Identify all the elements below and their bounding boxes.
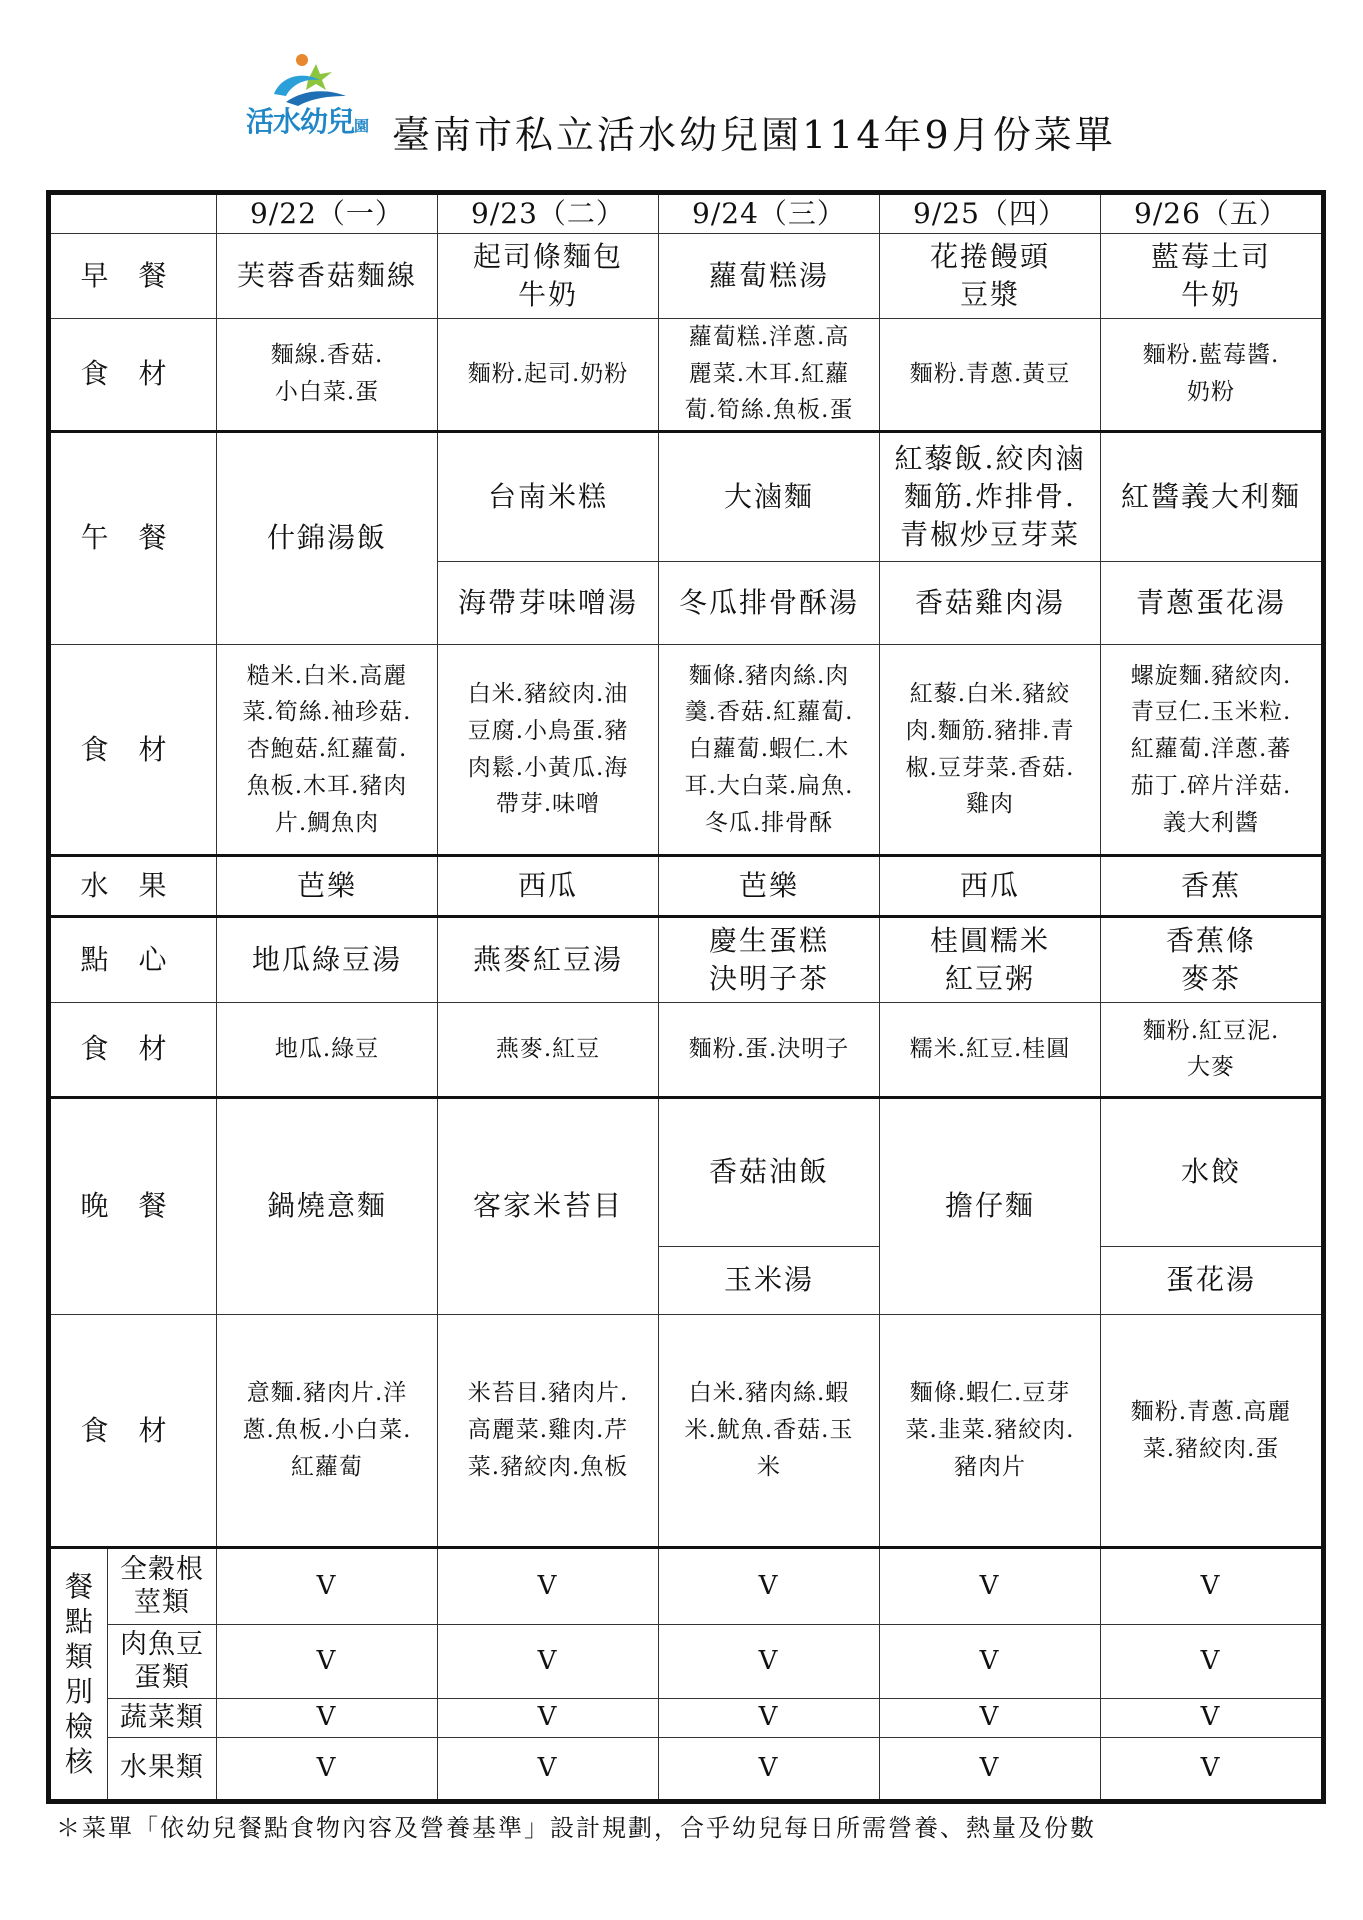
check-category-label: 肉魚豆蛋類	[108, 1624, 217, 1698]
snack-cell: 桂圓糯米 紅豆粥	[880, 916, 1101, 1003]
ingredients-cell: 麵粉.紅豆泥. 大麥	[1101, 1003, 1324, 1098]
check-mark: V	[1101, 1548, 1324, 1624]
fruit-row	[49, 856, 1324, 916]
fruit-cell: 香蕉	[1101, 856, 1324, 916]
ingredients-cell: 麵粉.蛋.決明子	[659, 1003, 880, 1098]
check-mark: V	[438, 1548, 659, 1624]
snack-ingredients-row	[49, 1003, 1324, 1098]
date-cell: 9/23（二）	[438, 193, 659, 234]
breakfast-cell: 花捲饅頭 豆漿	[880, 234, 1101, 319]
check-mark: V	[1101, 1737, 1324, 1802]
page-title: 臺南市私立活水幼兒園114年9月份菜單	[392, 113, 1116, 157]
ingredients-cell: 麵線.香菇. 小白菜.蛋	[217, 318, 438, 431]
ingredients-cell: 蘿蔔糕.洋蔥.高 麗菜.木耳.紅蘿 蔔.筍絲.魚板.蛋	[659, 318, 880, 431]
dinner-soup-cell: 玉米湯	[659, 1246, 880, 1314]
breakfast-ingredients-row	[49, 318, 1324, 431]
fruit-cell: 西瓜	[438, 856, 659, 916]
ingredients-cell: 麵條.豬肉絲.肉 羹.香菇.紅蘿蔔. 白蘿蔔.蝦仁.木 耳.大白菜.扁魚. 冬瓜.排骨酥	[659, 644, 880, 855]
breakfast-cell: 芙蓉香菇麵線	[217, 234, 438, 319]
fruit-label: 水果	[49, 856, 217, 916]
footer-note: ＊菜單「依幼兒餐點食物內容及營養基準」設計規劃，合乎幼兒每日所需營養、熱量及份數	[56, 1814, 1096, 1842]
ingredients-label: 食材	[49, 644, 217, 855]
check-mark: V	[880, 1737, 1101, 1802]
ingredients-cell: 麵粉.起司.奶粉	[438, 318, 659, 431]
check-fruits-row	[49, 1737, 1324, 1802]
ingredients-label: 食材	[49, 1003, 217, 1098]
ingredients-cell: 螺旋麵.豬絞肉. 青豆仁.玉米粒. 紅蘿蔔.洋蔥.蕃 茄丁.碎片洋菇. 義大利醬	[1101, 644, 1324, 855]
date-cell: 9/22（一）	[217, 193, 438, 234]
ingredients-cell: 地瓜.綠豆	[217, 1003, 438, 1098]
dinner-cell: 擔仔麵	[880, 1097, 1101, 1314]
lunch-soup-cell: 海帶芽味噌湯	[438, 562, 659, 645]
check-mark: V	[1101, 1624, 1324, 1698]
check-mark: V	[880, 1699, 1101, 1737]
lunch-cell: 大滷麵	[659, 431, 880, 562]
check-group-label: 餐點類別檢核	[49, 1548, 108, 1802]
ingredients-cell: 米苔目.豬肉片. 高麗菜.雞肉.芹 菜.豬絞肉.魚板	[438, 1314, 659, 1547]
lunch-cell: 什錦湯飯	[217, 431, 438, 644]
ingredients-cell: 麵粉.藍莓醬. 奶粉	[1101, 318, 1324, 431]
menu-table	[46, 190, 1326, 1804]
check-category-label: 水果類	[108, 1737, 217, 1802]
snack-cell: 地瓜綠豆湯	[217, 916, 438, 1003]
check-category-label: 蔬菜類	[108, 1699, 217, 1737]
check-mark: V	[659, 1624, 880, 1698]
ingredients-cell: 意麵.豬肉片.洋 蔥.魚板.小白菜. 紅蘿蔔	[217, 1314, 438, 1547]
snack-label: 點心	[49, 916, 217, 1003]
ingredients-cell: 糙米.白米.高麗 菜.筍絲.袖珍菇. 杏鮑菇.紅蘿蔔. 魚板.木耳.豬肉 片.鯛魚肉	[217, 644, 438, 855]
snack-cell: 香蕉條 麥茶	[1101, 916, 1324, 1003]
ingredients-cell: 白米.豬絞肉.油 豆腐.小鳥蛋.豬 肉鬆.小黃瓜.海 帶芽.味噌	[438, 644, 659, 855]
dinner-soup-cell: 蛋花湯	[1101, 1246, 1324, 1314]
check-mark: V	[880, 1548, 1101, 1624]
lunch-ingredients-row	[49, 644, 1324, 855]
ingredients-cell: 麵粉.青蔥.高麗 菜.豬絞肉.蛋	[1101, 1314, 1324, 1547]
check-mark: V	[217, 1737, 438, 1802]
check-vegetables-row	[49, 1699, 1324, 1737]
check-mark: V	[438, 1737, 659, 1802]
lunch-cell: 紅藜飯.絞肉滷 麵筋.炸排骨. 青椒炒豆芽菜	[880, 431, 1101, 562]
dinner-cell: 水餃	[1101, 1097, 1324, 1246]
date-cell: 9/25（四）	[880, 193, 1101, 234]
ingredients-label: 食材	[49, 1314, 217, 1547]
lunch-soup-cell: 青蔥蛋花湯	[1101, 562, 1324, 645]
check-protein-row	[49, 1624, 1324, 1698]
breakfast-row	[49, 234, 1324, 319]
lunch-cell: 台南米糕	[438, 431, 659, 562]
dinner-cell: 香菇油飯	[659, 1097, 880, 1246]
breakfast-label: 早餐	[49, 234, 217, 319]
ingredients-cell: 麵條.蝦仁.豆芽 菜.韭菜.豬絞肉. 豬肉片	[880, 1314, 1101, 1547]
dinner-row	[49, 1097, 1324, 1246]
check-mark: V	[217, 1699, 438, 1737]
breakfast-cell: 蘿蔔糕湯	[659, 234, 880, 319]
check-mark: V	[438, 1624, 659, 1698]
logo-text: 活水幼兒園	[246, 105, 369, 138]
snack-cell: 慶生蛋糕 決明子茶	[659, 916, 880, 1003]
check-category-label: 全穀根莖類	[108, 1548, 217, 1624]
date-cell: 9/26（五）	[1101, 193, 1324, 234]
check-mark: V	[659, 1737, 880, 1802]
ingredients-cell: 麵粉.青蔥.黃豆	[880, 318, 1101, 431]
lunch-label: 午餐	[49, 431, 217, 644]
fruit-cell: 西瓜	[880, 856, 1101, 916]
check-mark: V	[659, 1548, 880, 1624]
ingredients-cell: 燕麥.紅豆	[438, 1003, 659, 1098]
lunch-cell: 紅醬義大利麵	[1101, 431, 1324, 562]
ingredients-cell: 白米.豬肉絲.蝦 米.魷魚.香菇.玉 米	[659, 1314, 880, 1547]
ingredients-label: 食材	[49, 318, 217, 431]
check-grains-row	[49, 1548, 1324, 1624]
fruit-cell: 芭樂	[217, 856, 438, 916]
dinner-ingredients-row	[49, 1314, 1324, 1547]
check-mark: V	[438, 1699, 659, 1737]
snack-cell: 燕麥紅豆湯	[438, 916, 659, 1003]
lunch-soup-cell: 香菇雞肉湯	[880, 562, 1101, 645]
check-mark: V	[217, 1548, 438, 1624]
corner-cell	[49, 193, 217, 234]
dinner-cell: 鍋燒意麵	[217, 1097, 438, 1314]
page-header	[0, 0, 1363, 190]
date-cell: 9/24（三）	[659, 193, 880, 234]
breakfast-cell: 起司條麵包 牛奶	[438, 234, 659, 319]
check-mark: V	[880, 1624, 1101, 1698]
check-mark: V	[659, 1699, 880, 1737]
breakfast-cell: 藍莓土司 牛奶	[1101, 234, 1324, 319]
dinner-label: 晚餐	[49, 1097, 217, 1314]
ingredients-cell: 紅藜.白米.豬絞 肉.麵筋.豬排.青 椒.豆芽菜.香菇. 雞肉	[880, 644, 1101, 855]
lunch-soup-cell: 冬瓜排骨酥湯	[659, 562, 880, 645]
ingredients-cell: 糯米.紅豆.桂圓	[880, 1003, 1101, 1098]
snack-row	[49, 916, 1324, 1003]
check-mark: V	[1101, 1699, 1324, 1737]
lunch-row	[49, 431, 1324, 562]
school-logo	[246, 50, 386, 150]
fruit-cell: 芭樂	[659, 856, 880, 916]
dinner-cell: 客家米苔目	[438, 1097, 659, 1314]
date-row	[49, 193, 1324, 234]
check-mark: V	[217, 1624, 438, 1698]
